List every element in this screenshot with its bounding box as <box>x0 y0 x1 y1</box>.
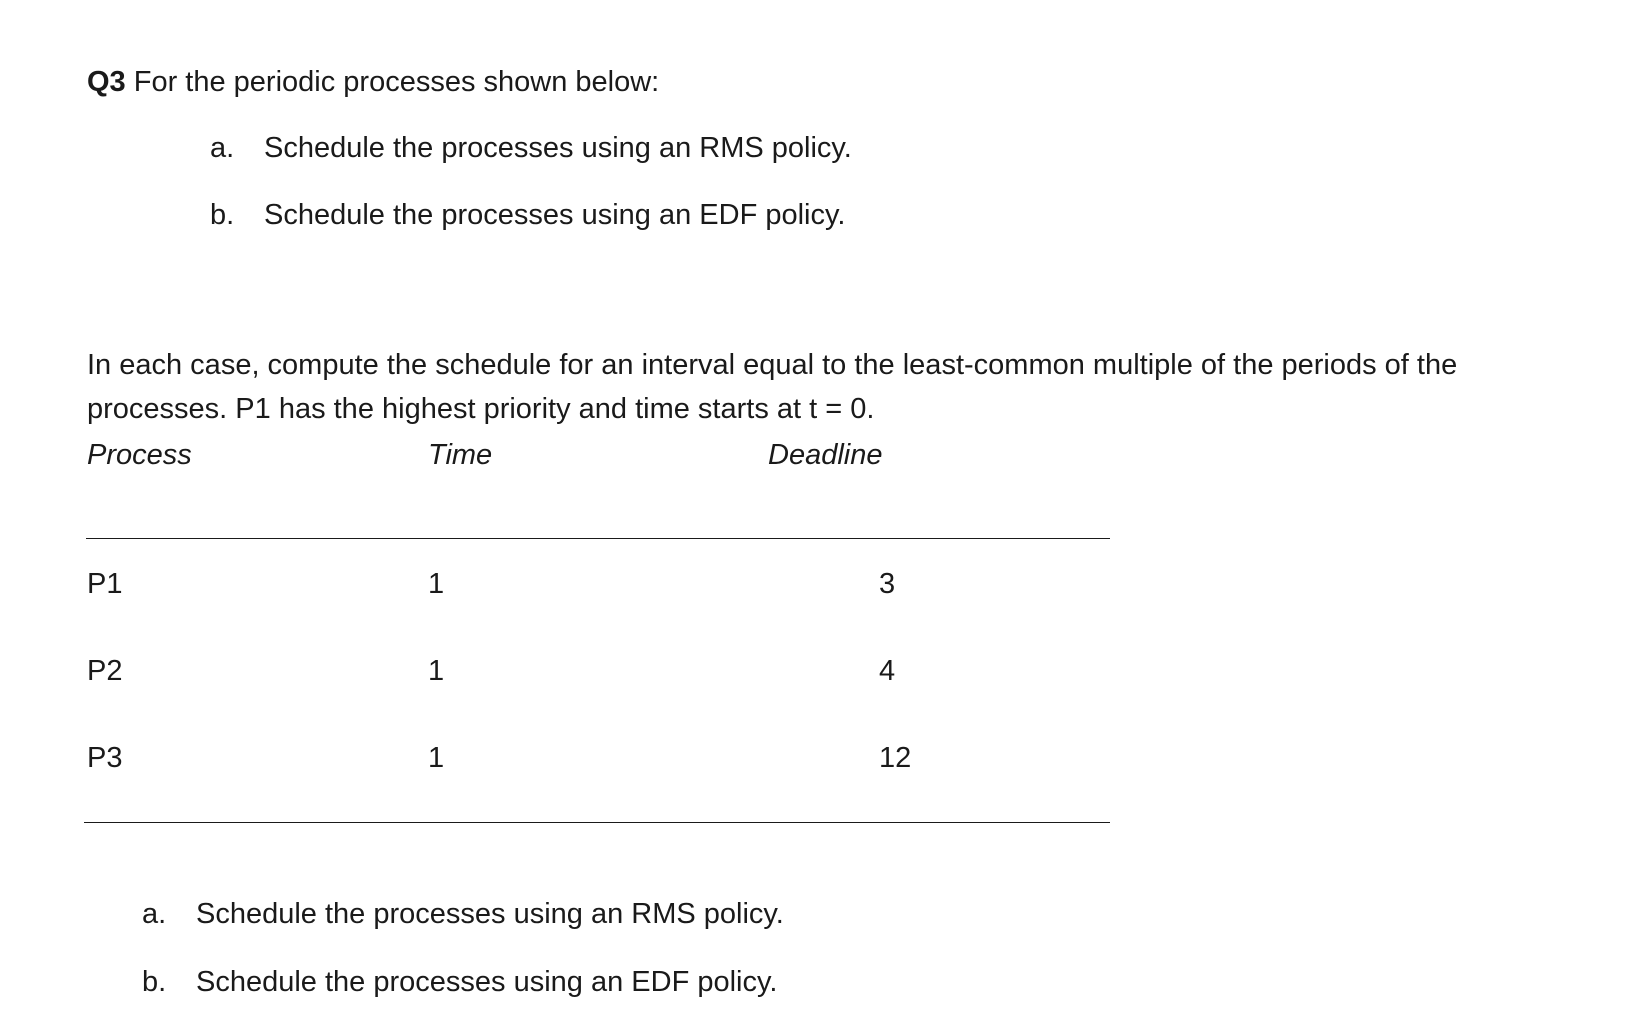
table-top-rule <box>86 538 1110 539</box>
list-item-text: Schedule the processes using an EDF policy. <box>264 199 846 231</box>
question-intro: For the periodic processes shown below: <box>133 66 660 98</box>
column-header-time: Time <box>428 439 493 471</box>
question-number: Q3 <box>87 66 126 98</box>
column-header-process: Process <box>87 439 192 471</box>
table-cell-time: 1 <box>428 742 445 774</box>
table-cell-process: P3 <box>87 742 123 774</box>
list-marker: a. <box>142 898 167 930</box>
table-cell-deadline: 3 <box>879 568 896 600</box>
table-bottom-rule <box>84 822 1110 823</box>
question-heading <box>87 66 659 99</box>
table-cell-deadline: 12 <box>879 742 912 774</box>
table-cell-process: P2 <box>87 655 123 687</box>
list-item-text: Schedule the processes using an RMS policy. <box>196 898 784 930</box>
table-cell-deadline: 4 <box>879 655 896 687</box>
list-marker: b. <box>142 966 167 998</box>
list-item-text: Schedule the processes using an RMS policy. <box>264 132 852 164</box>
list-item-text: Schedule the processes using an EDF policy. <box>196 966 778 998</box>
instruction-paragraph: In each case, compute the schedule for an interval equal to the least-common multiple of the periods of the processes. P1 has the highest priority and time starts at t = 0. <box>87 349 1458 425</box>
table-cell-time: 1 <box>428 568 445 600</box>
column-header-deadline: Deadline <box>768 439 883 471</box>
table-cell-process: P1 <box>87 568 123 600</box>
table-cell-time: 1 <box>428 655 445 687</box>
list-marker: a. <box>210 132 235 164</box>
list-marker: b. <box>210 199 235 231</box>
